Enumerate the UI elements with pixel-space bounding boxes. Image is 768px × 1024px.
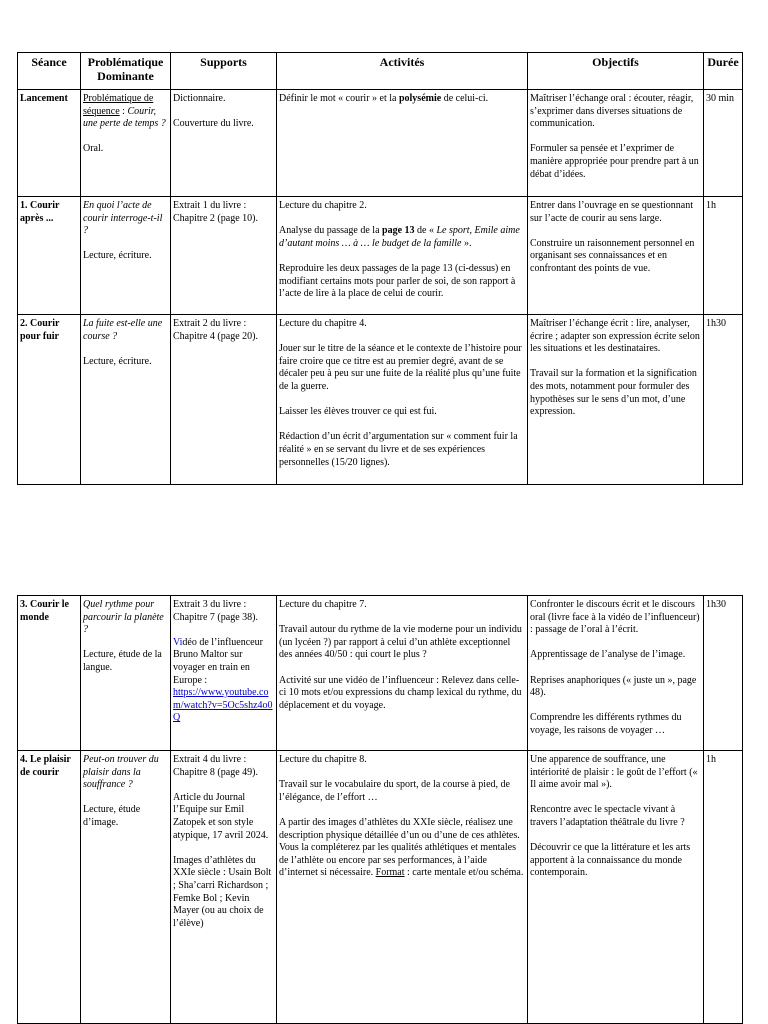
- problematique-mode: Lecture, étude de la langue.: [83, 649, 162, 673]
- problematique-question: Quel rythme pour parcourir la planète ?: [83, 599, 164, 636]
- problematique-question: En quoi l’acte de courir interroge-t-il ?: [83, 200, 163, 237]
- table-row: [18, 596, 743, 751]
- table-header-row: [18, 53, 743, 90]
- activites-cell: Définir le mot « courir » et la polysémie de celui-ci.: [277, 90, 528, 197]
- table-row: [18, 197, 743, 315]
- header-activites: Activités: [277, 53, 528, 90]
- seance-cell: 4. Le plaisir de courir: [18, 751, 81, 1024]
- duree-cell: 1h: [704, 751, 743, 1024]
- supports-cell: Extrait 4 du livre : Chapitre 8 (page 49). Article du Journal l’Equipe sur Emil Zatopek et son style atypique, 17 avril 2024. Images d’athlètes du XXIe siècle : Usain Bolt ; Sha’carri Richardson ; Femke Bol ; Kevin Mayer (ou au choix de l’élève): [171, 751, 277, 1024]
- youtube-link[interactable]: https://www.youtube.com/watch?v=5Oc5shz4o0Q: [173, 687, 273, 724]
- duree-cell: 30 min: [704, 90, 743, 197]
- activites-cell: Lecture du chapitre 8. Travail sur le vocabulaire du sport, de la course à pied, de l’élégance, de l’effort … A partir des images d’athlètes du XXIe siècle, réalisez une description physique détaillée d’un ou d’une de ces athlètes. Vous la compléterez par les qualités athlétiques et mentales de l’athlète ou encore par ses performances, à l’aide d’internet si nécessaire. Format : carte mentale et/ou schéma.: [277, 751, 528, 1024]
- problematique-mode: Lecture, écriture.: [83, 250, 152, 262]
- problematique-cell: [81, 315, 171, 485]
- problematique-label: Problématique de séquence: [83, 93, 154, 117]
- seance-cell: Lancement: [18, 90, 81, 197]
- problematique-mode: Lecture, écriture.: [83, 355, 152, 367]
- problematique-mode: Oral.: [83, 143, 104, 155]
- problematique-question: La fuite est-elle une course ?: [83, 318, 163, 342]
- sequence-table-part-1: [17, 52, 743, 485]
- header-supports: Supports: [171, 53, 277, 90]
- table-row: [18, 315, 743, 485]
- header-objectifs: Objectifs: [528, 53, 704, 90]
- header-seance: Séance: [18, 53, 81, 90]
- activites-cell: Lecture du chapitre 4. Jouer sur le titre de la séance et le contexte de l’histoire pour faire croire que ce titre est au premier degré, avant de se décaler peu à peu sur une fuite de la réalité plus qu’une fuite de la guerre. Laisser les élèves trouver ce qui est fui. Rédaction d’un écrit d’argumentation sur « comment fuir la réalité » en se servant du livre et de ses expériences personnelles (15/20 lignes).: [277, 315, 528, 485]
- seance-cell: 3. Courir le monde: [18, 596, 81, 751]
- problematique-question: Peut-on trouver du plaisir dans la souffrance ?: [83, 754, 159, 791]
- duree-cell: 1h: [704, 197, 743, 315]
- seance-cell: 2. Courir pour fuir: [18, 315, 81, 485]
- supports-cell: Extrait 3 du livre : Chapitre 7 (page 38). Vidéo de l’influenceur Bruno Maltor sur voyager en train en Europe : https://www.youtube.com/watch?v=5Oc5shz4o0Q: [171, 596, 277, 751]
- problematique-question: Courir, une perte de temps ?: [83, 105, 166, 130]
- activites-cell: Lecture du chapitre 7. Travail autour du rythme de la vie moderne pour un individu (un lycéen ?) par rapport à celui d’un athlète exceptionnel des années 40/50 : qui court le plus ? Activité sur une vidéo de l’influenceur : Relevez dans celle-ci 10 mots et/ou expressions du champ lexical du rythme, du déplacement et du voyage.: [277, 596, 528, 751]
- objectifs-cell: Maîtriser l’échange oral : écouter, réagir, s’exprimer dans diverses situations de communication. Formuler sa pensée et l’exprimer de manière appropriée pour prendre part à un débat d’idées.: [528, 90, 704, 197]
- problematique-mode: Lecture, étude d’image.: [83, 804, 141, 828]
- seance-cell: 1. Courir après ...: [18, 197, 81, 315]
- problematique-cell: [81, 751, 171, 1024]
- supports-cell: Extrait 1 du livre : Chapitre 2 (page 10).: [171, 197, 277, 315]
- table-row: [18, 90, 743, 197]
- duree-cell: 1h30: [704, 315, 743, 485]
- sequence-table-part-2: [17, 595, 743, 1024]
- problematique-cell: [81, 596, 171, 751]
- objectifs-cell: Maîtriser l’échange écrit : lire, analyser, écrire ; adapter son expression écrite selon les situations et les destinataires. Travail sur la formation et la signification des mots, notamment pour formuler des hypothèses sur le sens d’un mot, d’une expression.: [528, 315, 704, 485]
- problematique-cell: [81, 197, 171, 315]
- objectifs-cell: Une apparence de souffrance, une intériorité de plaisir : le goût de l’effort (« Il aime avoir mal »). Rencontre avec le spectacle vivant à travers l’adaptation théâtrale du livre ? Découvrir ce que la littérature et les arts apportent à la connaissance du monde contemporain.: [528, 751, 704, 1024]
- table-row: [18, 751, 743, 1024]
- supports-cell: Dictionnaire. Couverture du livre.: [171, 90, 277, 197]
- objectifs-cell: Entrer dans l’ouvrage en se questionnant sur l’acte de courir au sens large. Construire un raisonnement personnel en organisant ses connaissances et en confrontant des points de vue.: [528, 197, 704, 315]
- header-problematique: Problématique Dominante: [81, 53, 171, 90]
- activites-cell: Lecture du chapitre 2. Analyse du passage de la page 13 de « Le sport, Emile aime d’autant moins … à … le budget de la famille ». Reproduire les deux passages de la page 13 (ci-dessus) en modifiant certains mots pour parler de soi, de son rapport à l’acte de lire à la place de celui de courir.: [277, 197, 528, 315]
- supports-cell: Extrait 2 du livre : Chapitre 4 (page 20).: [171, 315, 277, 485]
- objectifs-cell: Confronter le discours écrit et le discours oral (livre face à la vidéo de l’influenceur) : passage de l’oral à l’écrit. Apprentissage de l’analyse de l’image. Reprises anaphoriques (« juste un », page 48). Comprendre les différents rythmes du voyage, les raisons de voyager …: [528, 596, 704, 751]
- duree-cell: 1h30: [704, 596, 743, 751]
- header-duree: Durée: [704, 53, 743, 90]
- problematique-cell: Problématique de séquence : Courir, une perte de temps ? Oral.: [81, 90, 171, 197]
